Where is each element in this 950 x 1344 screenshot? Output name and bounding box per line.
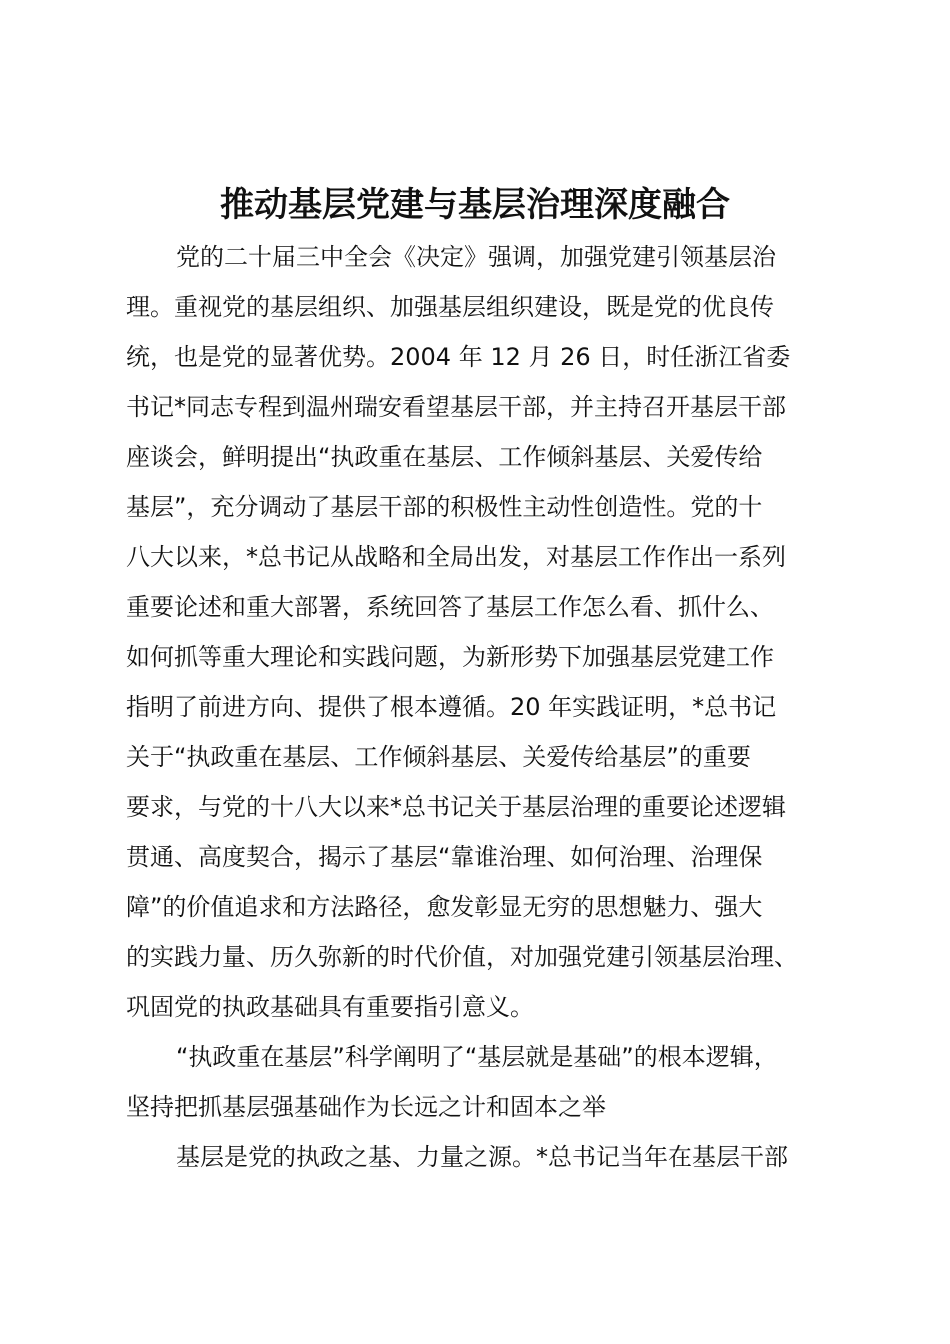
paragraph-line: 座谈会，鲜明提出“执政重在基层、工作倾斜基层、关爱传给 [126,443,763,471]
paragraph-line: 贯通、高度契合，揭示了基层“靠谁治理、如何治理、治理保 [126,843,763,871]
paragraph-line: 指明了前进方向、提供了根本遵循。20 年实践证明，*总书记 [126,693,777,721]
paragraph-line: 八大以来，*总书记从战略和全局出发，对基层工作作出一系列 [126,543,786,571]
paragraph-line: 党的二十届三中全会《决定》强调，加强党建引领基层治 [176,243,776,271]
document-body [126,232,856,1182]
paragraph-line: 如何抓等重大理论和实践问题，为新形势下加强基层党建工作 [126,643,774,671]
section-heading-line: 坚持把抓基层强基础作为长远之计和固本之举 [126,1093,606,1121]
paragraph-line: 要求，与党的十八大以来*总书记关于基层治理的重要论述逻辑 [126,793,786,821]
paragraph-line: 统，也是党的显著优势。2004 年 12 月 26 日，时任浙江省委 [126,343,791,371]
paragraph-line: 书记*同志专程到温州瑞安看望基层干部，并主持召开基层干部 [126,393,786,421]
paragraph-line: 巩固党的执政基础具有重要指引意义。 [126,993,534,1021]
paragraph-line: 基层”，充分调动了基层干部的积极性主动性创造性。党的十 [126,493,763,521]
paragraph-line: 基层是党的执政之基、力量之源。*总书记当年在基层干部 [176,1143,788,1171]
paragraph-line: 理。重视党的基层组织、加强基层组织建设，既是党的优良传 [126,293,774,321]
document-title: 推动基层党建与基层治理深度融合 [220,185,730,225]
section-heading-line: “执政重在基层”科学阐明了“基层就是基础”的根本逻辑， [176,1043,778,1071]
paragraph-line: 重要论述和重大部署，系统回答了基层工作怎么看、抓什么、 [126,593,774,621]
paragraph-line: 障”的价值追求和方法路径，愈发彰显无穷的思想魅力、强大 [126,893,763,921]
paragraph-line: 关于“执政重在基层、工作倾斜基层、关爱传给基层”的重要 [126,743,751,771]
paragraph-line: 的实践力量、历久弥新的时代价值，对加强党建引领基层治理、 [126,943,798,971]
